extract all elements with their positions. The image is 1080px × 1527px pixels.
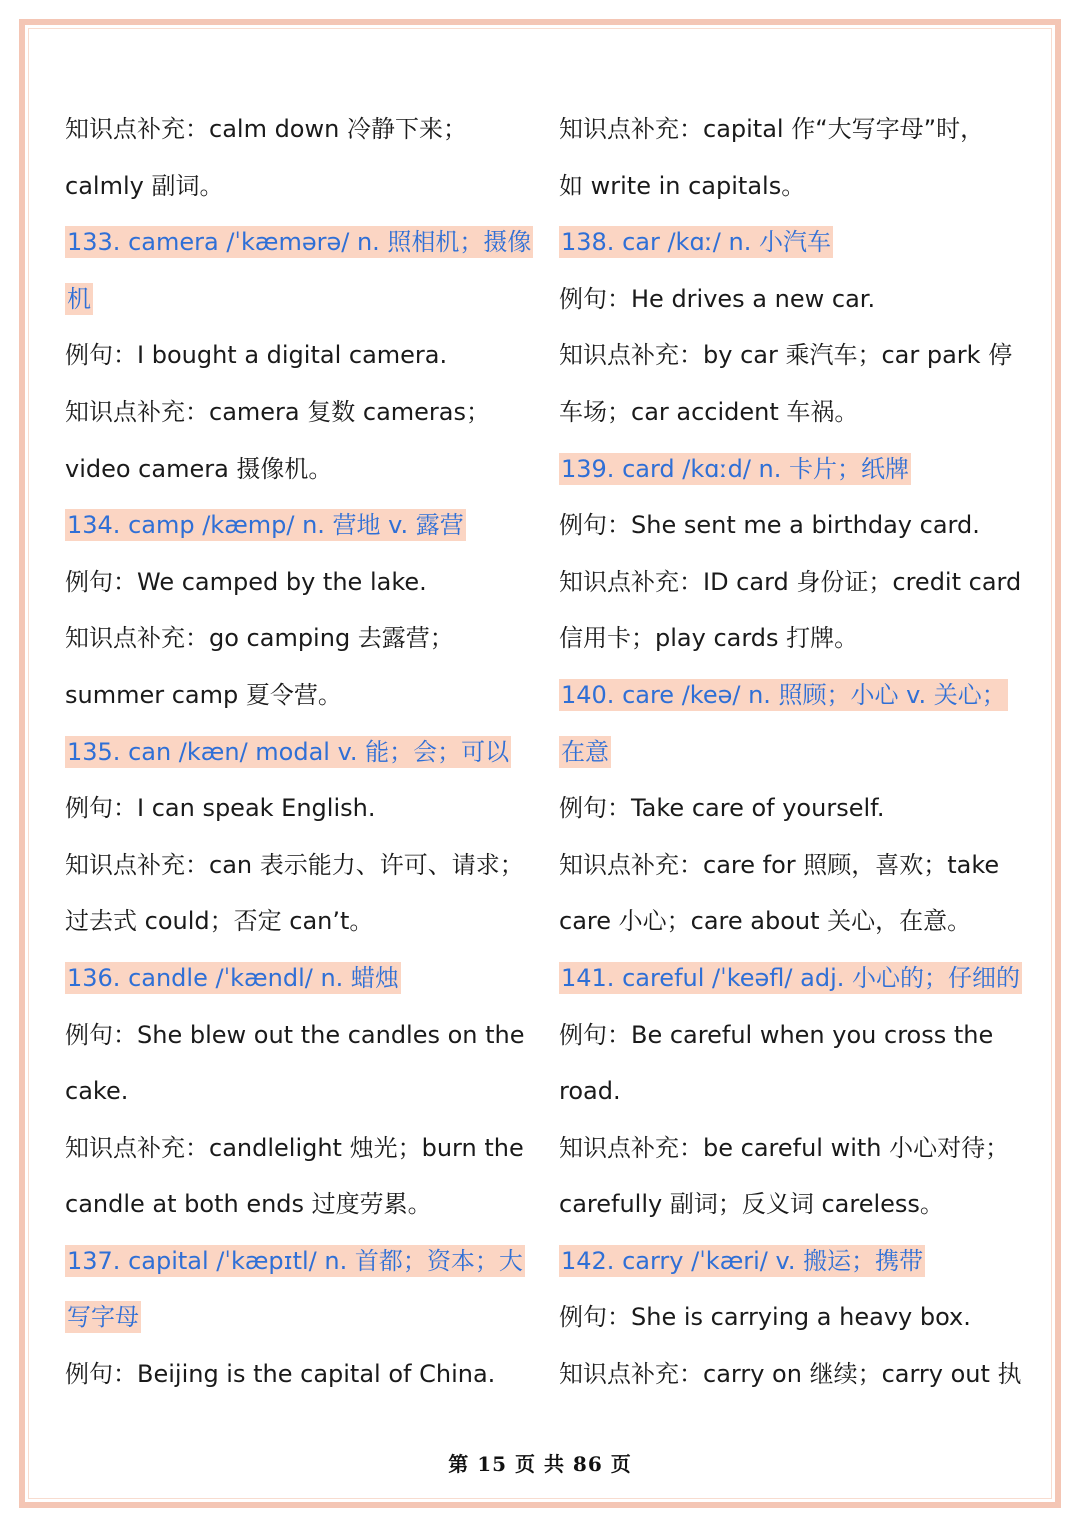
entry-text: 知识点补充：be careful with 小心对待； <box>559 1133 1010 1162</box>
entry-text: 车场；car accident 车祸。 <box>559 397 859 426</box>
entry-heading: 133. camera /ˈkæmərə/ n. 照相机；摄像 <box>67 228 532 257</box>
entry-text-line <box>65 441 535 498</box>
entry-text-line <box>65 667 535 724</box>
entry-heading: 140. care /keə/ n. 照顾；小心 v. 关心； <box>561 680 1006 709</box>
entry-text-line <box>559 610 1029 667</box>
entry-text: 过去式 could；否定 can’t。 <box>65 907 374 936</box>
entry-text: road. <box>559 1077 621 1106</box>
entry-text-line <box>65 837 535 894</box>
entry-heading-line <box>65 214 535 271</box>
entry-text-line <box>559 497 1029 554</box>
entry-text-line <box>65 327 535 384</box>
entry-heading: 142. carry /ˈkæri/ v. 搬运；携带 <box>561 1246 924 1275</box>
entry-heading: 138. car /kɑː/ n. 小汽车 <box>561 228 831 257</box>
entry-text: 例句：She is carrying a heavy box. <box>559 1303 971 1332</box>
entry-text: 例句：We camped by the lake. <box>65 567 427 596</box>
entry-heading-line <box>65 497 535 554</box>
entry-text-line <box>559 384 1029 441</box>
entry-text-line <box>65 1120 535 1177</box>
entry-text-line <box>65 610 535 667</box>
entry-heading: 134. camp /kæmp/ n. 营地 v. 露营 <box>67 511 464 540</box>
entry-text: 知识点补充：capital 作“大写字母”时， <box>559 115 985 143</box>
entry-text: 知识点补充：ID card 身份证；credit card <box>559 567 1022 596</box>
entry-text: carefully 副词；反义词 careless。 <box>559 1190 944 1219</box>
entry-text-line <box>65 158 535 215</box>
entry-text-line <box>65 1176 535 1233</box>
entry-text: care 小心；care about 关心，在意。 <box>559 907 972 936</box>
entry-text: 知识点补充：can 表示能力、许可、请求； <box>65 850 524 879</box>
entry-text-line <box>559 158 1029 215</box>
entry-heading-line <box>559 1233 1029 1290</box>
entry-heading-line <box>65 271 535 328</box>
entry-heading: 136. candle /ˈkændl/ n. 蜡烛 <box>67 963 399 992</box>
entry-text: 例句：She blew out the candles on the <box>65 1020 525 1049</box>
entry-text-line <box>559 554 1029 611</box>
entry-text: candle at both ends 过度劳累。 <box>65 1190 432 1219</box>
entry-text-line <box>65 554 535 611</box>
entry-text-line <box>65 1063 535 1120</box>
entry-text-line <box>559 327 1029 384</box>
entry-text: 知识点补充：candlelight 烛光；burn the <box>65 1133 524 1162</box>
entry-text: 例句：I bought a digital camera. <box>65 341 448 370</box>
entry-text-line <box>559 1289 1029 1346</box>
entry-heading-line <box>559 667 1029 724</box>
entry-text-line <box>559 780 1029 837</box>
entry-text: video camera 摄像机。 <box>65 454 333 483</box>
entry-text: 知识点补充：care for 照顾，喜欢；take <box>559 850 1000 879</box>
entry-heading-line <box>559 214 1029 271</box>
entry-text-line <box>559 1176 1029 1233</box>
entry-heading-line <box>65 950 535 1007</box>
entry-heading: 在意 <box>561 737 609 766</box>
entry-text: 知识点补充：calm down 冷静下来； <box>65 115 467 143</box>
entry-text-line <box>559 271 1029 328</box>
entry-heading-line <box>559 724 1029 781</box>
entry-text: 知识点补充：go camping 去露营； <box>65 624 454 653</box>
entry-text: summer camp 夏令营。 <box>65 680 342 709</box>
entry-text: 如 write in capitals。 <box>559 171 806 200</box>
entry-text-line <box>559 1346 1029 1403</box>
entry-text-line <box>559 1120 1029 1177</box>
page-number-label: 第 15 页 共 86 页 <box>448 1452 632 1476</box>
entry-text-line <box>65 101 535 158</box>
entry-text: calmly 副词。 <box>65 171 224 200</box>
entry-heading-line <box>65 1233 535 1290</box>
entry-text: 知识点补充：carry on 继续；carry out 执 <box>559 1360 1022 1389</box>
entry-heading-line <box>65 724 535 781</box>
entry-text-line <box>559 893 1029 950</box>
entry-text: 例句：Beijing is the capital of China. <box>65 1360 496 1389</box>
entry-text: 例句：He drives a new car. <box>559 284 876 313</box>
entry-heading: 写字母 <box>67 1303 139 1332</box>
entry-text: 知识点补充：camera 复数 cameras； <box>65 397 491 426</box>
entry-heading: 135. can /kæn/ modal v. 能；会；可以 <box>67 737 510 766</box>
entry-text: 例句：I can speak English. <box>65 794 376 823</box>
left-column <box>65 101 535 1403</box>
entry-heading-line <box>65 1289 535 1346</box>
entry-text-line <box>559 1007 1029 1064</box>
entry-text: 例句：Take care of yourself. <box>559 794 885 823</box>
entry-text-line <box>65 893 535 950</box>
entry-text: 信用卡；play cards 打牌。 <box>559 624 859 653</box>
entry-text-line <box>65 1346 535 1403</box>
entry-heading: 137. capital /ˈkæpɪtl/ n. 首都；资本；大 <box>67 1246 523 1275</box>
entry-text-line <box>65 384 535 441</box>
entry-heading-line <box>559 441 1029 498</box>
entry-text-line <box>559 1063 1029 1120</box>
entry-text: 例句：Be careful when you cross the <box>559 1020 994 1049</box>
entry-text: 例句：She sent me a birthday card. <box>559 511 980 540</box>
entry-text-line <box>65 780 535 837</box>
entry-heading: 139. card /kɑːd/ n. 卡片；纸牌 <box>561 454 909 483</box>
entry-heading: 机 <box>67 284 91 313</box>
page-footer <box>0 1448 1080 1477</box>
right-column <box>559 101 1029 1403</box>
entry-text-line <box>65 1007 535 1064</box>
entry-text-line <box>559 837 1029 894</box>
entry-text: cake. <box>65 1077 129 1106</box>
entry-text-line <box>559 101 1029 158</box>
entry-heading-line <box>559 950 1029 1007</box>
entry-text: 知识点补充：by car 乘汽车；car park 停 <box>559 341 1013 370</box>
entry-heading: 141. careful /ˈkeəfl/ adj. 小心的；仔细的 <box>561 963 1020 992</box>
